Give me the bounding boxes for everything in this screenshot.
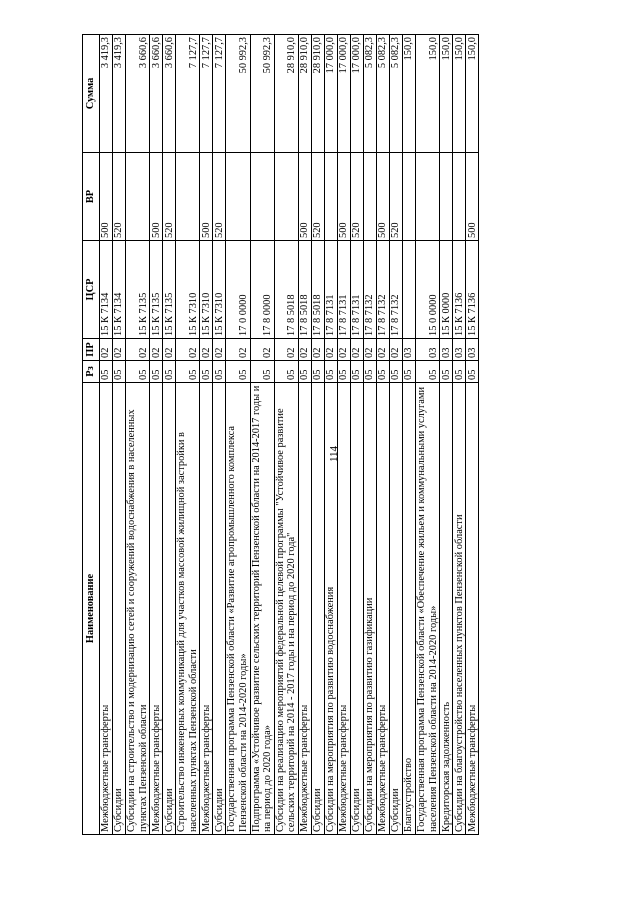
- cell-vr: [226, 153, 250, 241]
- cell-rz: 05: [363, 361, 376, 383]
- table-row: [440, 35, 453, 835]
- cell-sum: 3 419,3: [113, 35, 126, 153]
- cell-csr: 15 К 7136: [453, 241, 466, 339]
- cell-name: Субсидии: [350, 383, 363, 835]
- header-csr: ЦСР: [83, 241, 100, 339]
- cell-rz: 05: [298, 361, 311, 383]
- cell-vr: 520: [311, 153, 324, 241]
- table-row: [126, 35, 150, 835]
- cell-pr: 02: [150, 339, 163, 361]
- cell-sum: 50 992,3: [226, 35, 250, 153]
- table-row: [226, 35, 250, 835]
- cell-sum: 28 910,0: [274, 35, 298, 153]
- table-row: [402, 35, 415, 835]
- cell-csr: 15 К 7134: [100, 241, 113, 339]
- cell-sum: 17 000,0: [324, 35, 337, 153]
- cell-vr: [453, 153, 466, 241]
- cell-pr: 02: [311, 339, 324, 361]
- cell-vr: 520: [213, 153, 226, 241]
- cell-name: Субсидии: [389, 383, 402, 835]
- cell-pr: 02: [350, 339, 363, 361]
- cell-csr: 17 8 7131: [350, 241, 363, 339]
- cell-sum: 5 082,3: [376, 35, 389, 153]
- table-row: [324, 35, 337, 835]
- table-body: [100, 35, 479, 835]
- cell-name: Межбюджетные трансферты: [150, 383, 163, 835]
- cell-pr: 02: [163, 339, 176, 361]
- table-row: [200, 35, 213, 835]
- cell-pr: 02: [389, 339, 402, 361]
- cell-csr: 17 8 5018: [298, 241, 311, 339]
- cell-pr: 02: [126, 339, 150, 361]
- cell-pr: 02: [113, 339, 126, 361]
- header-vr: ВР: [83, 153, 100, 241]
- cell-csr: 15 0 0000: [415, 241, 439, 339]
- table-row: [298, 35, 311, 835]
- table-row: [274, 35, 298, 835]
- cell-vr: 500: [466, 153, 479, 241]
- cell-pr: 02: [363, 339, 376, 361]
- table-row: [311, 35, 324, 835]
- table-row: [163, 35, 176, 835]
- cell-sum: 50 992,3: [250, 35, 274, 153]
- cell-pr: 03: [415, 339, 439, 361]
- cell-rz: 05: [250, 361, 274, 383]
- cell-csr: 17 0 0000: [226, 241, 250, 339]
- cell-rz: 05: [163, 361, 176, 383]
- cell-vr: [363, 153, 376, 241]
- table-row: [213, 35, 226, 835]
- cell-vr: 500: [200, 153, 213, 241]
- cell-sum: 150,0: [440, 35, 453, 153]
- cell-name: Субсидии: [213, 383, 226, 835]
- table-row: [176, 35, 200, 835]
- cell-name: Подпрограмма «Устойчивое развитие сельских территорий Пензенской области на 2014-2017 годы и на период до 2020 года»: [250, 383, 274, 835]
- table-row: [113, 35, 126, 835]
- cell-name: Субсидии на мероприятия по развитию газификации: [363, 383, 376, 835]
- table-row: [415, 35, 439, 835]
- cell-rz: 05: [402, 361, 415, 383]
- cell-vr: 520: [389, 153, 402, 241]
- cell-name: Государственная программа Пензенской области «Развитие агропромышленного комплекса Пензенской области на 2014-2020 годы»: [226, 383, 250, 835]
- cell-vr: [274, 153, 298, 241]
- cell-vr: 520: [350, 153, 363, 241]
- table-row: [466, 35, 479, 835]
- cell-rz: 05: [226, 361, 250, 383]
- cell-pr: 02: [337, 339, 350, 361]
- cell-pr: 03: [453, 339, 466, 361]
- cell-sum: 17 000,0: [337, 35, 350, 153]
- cell-name: Кредиторская задолженность: [440, 383, 453, 835]
- cell-rz: 05: [274, 361, 298, 383]
- table-row: [376, 35, 389, 835]
- cell-csr: 17 8 7132: [389, 241, 402, 339]
- cell-csr: 15 К 7310: [200, 241, 213, 339]
- cell-csr: 17 8 7131: [337, 241, 350, 339]
- cell-sum: 7 127,7: [176, 35, 200, 153]
- cell-pr: 03: [402, 339, 415, 361]
- page-number: 114: [328, 445, 340, 463]
- cell-sum: 3 660,6: [150, 35, 163, 153]
- cell-vr: 520: [113, 153, 126, 241]
- cell-csr: [402, 241, 415, 339]
- header-rz: Рз: [83, 361, 100, 383]
- cell-rz: 05: [466, 361, 479, 383]
- budget-table-container: [82, 35, 554, 835]
- cell-csr: 15 К 7136: [466, 241, 479, 339]
- cell-name: Субсидии: [163, 383, 176, 835]
- cell-vr: 500: [150, 153, 163, 241]
- cell-name: Межбюджетные трансферты: [337, 383, 350, 835]
- header-pr: ПР: [83, 339, 100, 361]
- cell-csr: 15 К 7135: [126, 241, 150, 339]
- cell-rz: 05: [200, 361, 213, 383]
- cell-rz: 05: [337, 361, 350, 383]
- cell-rz: 05: [113, 361, 126, 383]
- cell-rz: 05: [176, 361, 200, 383]
- cell-vr: 500: [376, 153, 389, 241]
- cell-rz: 05: [126, 361, 150, 383]
- table-row: [100, 35, 113, 835]
- cell-name: Межбюджетные трансферты: [100, 383, 113, 835]
- cell-pr: 02: [250, 339, 274, 361]
- cell-vr: [176, 153, 200, 241]
- table-row: [389, 35, 402, 835]
- cell-name: Межбюджетные трансферты: [200, 383, 213, 835]
- cell-rz: 05: [389, 361, 402, 383]
- cell-rz: 05: [453, 361, 466, 383]
- table-row: [250, 35, 274, 835]
- table-row: [363, 35, 376, 835]
- budget-table: [82, 34, 479, 835]
- cell-pr: 02: [298, 339, 311, 361]
- cell-csr: 17 8 7132: [376, 241, 389, 339]
- table-row: [350, 35, 363, 835]
- cell-csr: 15 К 7135: [163, 241, 176, 339]
- cell-name: Межбюджетные трансферты: [298, 383, 311, 835]
- cell-sum: 150,0: [415, 35, 439, 153]
- cell-rz: 05: [350, 361, 363, 383]
- cell-csr: 17 8 7132: [363, 241, 376, 339]
- cell-vr: 500: [337, 153, 350, 241]
- cell-vr: 500: [298, 153, 311, 241]
- cell-vr: [126, 153, 150, 241]
- cell-vr: [324, 153, 337, 241]
- cell-pr: 02: [176, 339, 200, 361]
- cell-pr: 02: [226, 339, 250, 361]
- cell-name: Межбюджетные трансферты: [376, 383, 389, 835]
- cell-sum: 28 910,0: [298, 35, 311, 153]
- cell-rz: 05: [311, 361, 324, 383]
- cell-vr: [402, 153, 415, 241]
- cell-sum: 3 660,6: [163, 35, 176, 153]
- cell-sum: 28 910,0: [311, 35, 324, 153]
- cell-name: Субсидии: [311, 383, 324, 835]
- cell-name: Строительство инженерных коммуникаций для участков массовой жилищной застройки в населенных пунктах Пензенской области: [176, 383, 200, 835]
- cell-csr: 17 8 0000: [250, 241, 274, 339]
- cell-sum: 3 660,6: [126, 35, 150, 153]
- cell-name: Благоустройство: [402, 383, 415, 835]
- cell-sum: 7 127,7: [200, 35, 213, 153]
- cell-csr: 17 8 5018: [274, 241, 298, 339]
- header-sum: Сумма: [83, 35, 100, 153]
- cell-name: Государственная программа Пензенской области «Обеспечение жильем и коммунальными услугами населения Пензенской области на 2014-2020 годы»: [415, 383, 439, 835]
- cell-pr: 02: [324, 339, 337, 361]
- cell-sum: 150,0: [402, 35, 415, 153]
- cell-sum: 7 127,7: [213, 35, 226, 153]
- cell-sum: 5 082,3: [363, 35, 376, 153]
- cell-name: Субсидии на строительство и модернизацию сетей и сооружений водоснабжения в населенных пунктах Пензенской области: [126, 383, 150, 835]
- cell-csr: 15 К 7134: [113, 241, 126, 339]
- cell-csr: 15 К 0000: [440, 241, 453, 339]
- cell-vr: [250, 153, 274, 241]
- cell-csr: 17 8 7131: [324, 241, 337, 339]
- cell-name: Субсидии на мероприятия по развитию водоснабжения: [324, 383, 337, 835]
- cell-vr: 520: [163, 153, 176, 241]
- cell-sum: 150,0: [453, 35, 466, 153]
- cell-vr: 500: [100, 153, 113, 241]
- cell-sum: 17 000,0: [350, 35, 363, 153]
- cell-rz: 05: [150, 361, 163, 383]
- table-row: [150, 35, 163, 835]
- cell-rz: 05: [213, 361, 226, 383]
- cell-name: Субсидии: [113, 383, 126, 835]
- cell-csr: 15 К 7310: [213, 241, 226, 339]
- cell-pr: 02: [376, 339, 389, 361]
- cell-name: Межбюджетные трансферты: [466, 383, 479, 835]
- cell-sum: 150,0: [466, 35, 479, 153]
- cell-pr: 02: [274, 339, 298, 361]
- cell-pr: 03: [440, 339, 453, 361]
- cell-sum: 3 419,3: [100, 35, 113, 153]
- table-header-row: [83, 35, 100, 835]
- cell-name: Субсидии на благоустройство населенных пунктов Пензенской области: [453, 383, 466, 835]
- cell-rz: 05: [324, 361, 337, 383]
- cell-rz: 05: [440, 361, 453, 383]
- cell-pr: 02: [213, 339, 226, 361]
- header-name: Наименование: [83, 383, 100, 835]
- cell-sum: 5 082,3: [389, 35, 402, 153]
- cell-csr: 17 8 5018: [311, 241, 324, 339]
- cell-name: Субсидии на реализацию мероприятий федеральной целевой программы "Устойчивое развитие сельских территорий на 2014 - 2017 годы и на период до 2020 года": [274, 383, 298, 835]
- table-row: [337, 35, 350, 835]
- cell-rz: 05: [376, 361, 389, 383]
- cell-csr: 15 К 7310: [176, 241, 200, 339]
- cell-rz: 05: [415, 361, 439, 383]
- table-row: [453, 35, 466, 835]
- cell-csr: 15 К 7135: [150, 241, 163, 339]
- cell-pr: 02: [100, 339, 113, 361]
- cell-vr: [415, 153, 439, 241]
- cell-pr: 03: [466, 339, 479, 361]
- cell-vr: [440, 153, 453, 241]
- cell-rz: 05: [100, 361, 113, 383]
- cell-pr: 02: [200, 339, 213, 361]
